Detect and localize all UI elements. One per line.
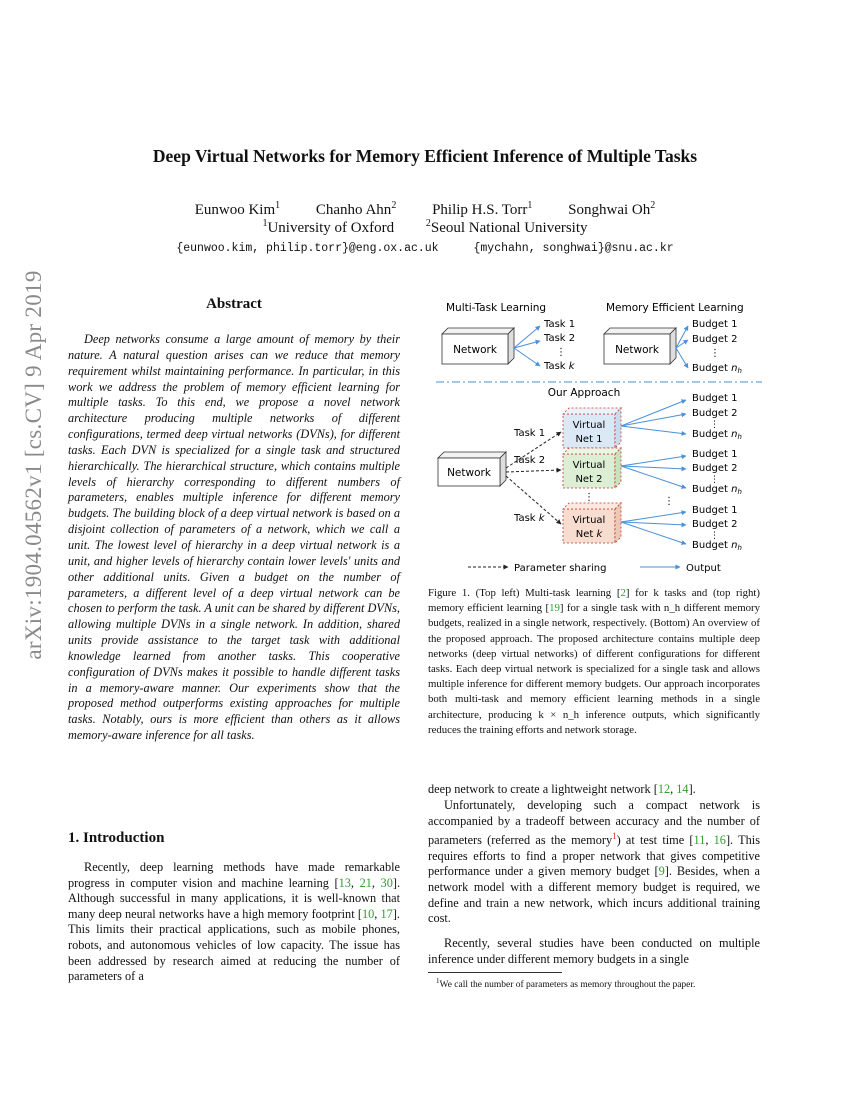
- task-label: Task 2: [544, 333, 576, 344]
- figure-1-svg: [428, 296, 768, 578]
- svg-text:Budget 2: Budget 2: [692, 408, 738, 419]
- svg-text:Net k: Net k: [575, 529, 603, 540]
- task-label: Task 2: [514, 455, 546, 466]
- svg-text:⋮: ⋮: [710, 348, 720, 359]
- svg-text:⋮: ⋮: [556, 347, 566, 358]
- body-paragraph: Unfortunately, developing such a compact network is accompanied by a tradeoff between accuracy and the number of parameters (referred as the memory$^1$) at test time [11, 16]. This requires efforts to find a proper network that gives competitive performance under a given memory budget [9]. Besides, when a network model with a different memory budget is required, we define and train a new network, which incurs additional training cost.: [428, 798, 760, 926]
- citation-link[interactable]: 11: [693, 833, 706, 848]
- svg-text:Virtual: Virtual: [572, 515, 606, 526]
- svg-text:Output: Output: [686, 563, 721, 574]
- fig-title-memory-efficient: Memory Efficient Learning: [606, 302, 744, 314]
- svg-text:Budget 2: Budget 2: [692, 463, 738, 474]
- svg-text:⋮: ⋮: [664, 496, 674, 507]
- section-heading-introduction: 1. Introduction: [68, 830, 165, 846]
- svg-text:Virtual: Virtual: [572, 460, 606, 471]
- svg-text:Budget nh: Budget $n_h$: [692, 540, 742, 552]
- svg-text:Network: Network: [453, 344, 497, 356]
- footnote-rule: [428, 972, 562, 973]
- svg-text:Budget 2: Budget 2: [692, 519, 738, 530]
- network-box-multitask: [442, 328, 514, 364]
- network-box-ours: [438, 452, 506, 486]
- citation-link[interactable]: 2: [620, 587, 626, 599]
- task-label: Task 1: [544, 319, 576, 330]
- affiliation: $^2$Seoul National University: [425, 218, 588, 236]
- task-label: Task 1: [514, 428, 546, 439]
- citation-link[interactable]: 19: [549, 602, 560, 615]
- author: Chanho Ahn$^2$: [315, 200, 397, 218]
- svg-text:Virtual: Virtual: [572, 420, 606, 431]
- outputs-net-1: [621, 393, 742, 441]
- virtual-net-2: [563, 448, 621, 488]
- citation-link[interactable]: 13: [338, 875, 351, 890]
- fig-title-multitask: Multi-Task Learning: [446, 302, 547, 314]
- outputs-net-k: [621, 505, 742, 552]
- our-approach-label: Our Approach: [547, 387, 621, 399]
- citation-link[interactable]: 12: [657, 782, 671, 796]
- citation-link[interactable]: 16: [713, 833, 726, 848]
- arxiv-sidebar-stamp: [8, 270, 60, 660]
- svg-text:Parameter sharing: Parameter sharing: [514, 563, 607, 574]
- author: Philip H.S. Torr$^1$: [432, 200, 533, 218]
- svg-text:Budget 1: Budget 1: [692, 449, 738, 460]
- author: Songhwai Oh$^2$: [568, 200, 656, 218]
- figure-1-diagram: [428, 296, 768, 578]
- svg-text:Budget 1: Budget 1: [692, 393, 738, 404]
- footnote: $^1$We call the number of parameters as memory throughout the paper.: [436, 977, 696, 991]
- author-list: [0, 200, 850, 219]
- citation-link[interactable]: 17: [380, 906, 393, 921]
- citation-link[interactable]: 14: [676, 782, 689, 796]
- author: Eunwoo Kim$^1$: [194, 200, 281, 218]
- citation-link[interactable]: 30: [380, 875, 393, 890]
- figure-1-caption: Figure 1. (Top left) Multi-task learning [2] for k tasks and (top right) memory efficient learning [19] for a single task with n_h different memory budgets, realized in a single network, respectively. (Bottom) An overview of the proposed approach. The proposed architecture contains multiple deep networks (deep virtual networks) of different configurations for different tasks. Each deep virtual network is specialized for a single task and allows multiple inference for different memory budgets. Our approach incorporates both multi-task and memory efficient learning methods in a single architecture, producing k × n_h inference outputs, which significantly reduces the training efforts and network storage.: [428, 587, 760, 736]
- svg-text:Budget 1: Budget 1: [692, 505, 738, 516]
- network-box-memory: [604, 328, 676, 364]
- paper-title: Deep Virtual Networks for Memory Efficient Inference of Multiple Tasks: [152, 146, 698, 166]
- svg-text:Network: Network: [447, 467, 491, 479]
- citation-link[interactable]: 10: [361, 906, 375, 921]
- body-paragraph: deep network to create a lightweight network [12, 14].: [428, 782, 696, 796]
- svg-text:Budget nh: Budget $n_h$: [692, 429, 742, 441]
- abstract-text: Deep networks consume a large amount of memory by their nature. A natural question arises can we reduce that memory requirement whilst maintaining performance. In particular, in this work we address the problem of memory efficient learning for multiple tasks. To this end, we propose a novel network architecture producing multiple networks of different configurations, termed deep virtual networks (DVNs), for different tasks. Each DVN is specialized for a single task and structured hierarchically. The hierarchical structure, which contains multiple levels of hierarchy corresponding to different numbers of parameters, enables multiple inference for different memory budgets. The building block of a deep virtual network is based on a disjoint collection of parameters of a network, which we call a unit. The lowest level of hierarchy in a deep virtual network is a unit, and higher levels of hierarchy contain lower levels' units and other additional units. Given a budget on the number of parameters, a different level of a deep virtual network can be chosen to perform the task. A unit can be shared by different DVNs, allowing multiple DVNs in a single network. In addition, shared units provide assistance to the target task with additional knowledge learned from another tasks. This cooperative configuration of DVNs makes it possible to handle different tasks in a memory-aware manner. Our experiments show that the proposed method outperforms existing approaches for multiple tasks. Notably, ours is more efficient than others as it allows memory-aware inference for all tasks.: [68, 332, 400, 743]
- task-label: Task k: [514, 513, 545, 524]
- task-label: Task k: [544, 361, 575, 372]
- affiliation-list: [0, 218, 850, 237]
- svg-text:⋮: ⋮: [710, 531, 719, 541]
- svg-text:⋮: ⋮: [584, 492, 594, 503]
- figure-legend: [468, 563, 721, 574]
- arxiv-id-text: arXiv:1904.04562v1 [cs.CV] 9 Apr 2019: [21, 270, 46, 660]
- intro-paragraph: Recently, deep learning methods have made remarkable progress in computer vision and machine learning [13, 21, 30]. Although successful in many applications, it is well-known that many deep neural networks have a high memory footprint [10, 17]. This limits their practical applications, such as mobile phones, robots, and autonomous vehicles of low capacity. The issue has been addressed by research aimed at reducing the number of parameters of a: [68, 860, 401, 984]
- body-paragraph: Recently, several studies have been conducted on multiple inference under different memory budgets in a single: [428, 936, 760, 966]
- budget-label: Budget 2: [692, 334, 738, 345]
- citation-link[interactable]: 9: [658, 864, 665, 879]
- svg-text:Net 2: Net 2: [575, 474, 603, 485]
- svg-text:Budget nh: Budget $n_h$: [692, 484, 742, 496]
- email-list: [0, 242, 850, 255]
- email: {mychahn, songhwai}@snu.ac.kr: [473, 242, 674, 255]
- outputs-net-2: [621, 449, 742, 496]
- budget-label: Budget 1: [692, 319, 738, 330]
- email: {eunwoo.kim, philip.torr}@eng.ox.ac.uk: [176, 242, 439, 255]
- svg-text:Net 1: Net 1: [575, 434, 603, 445]
- citation-link[interactable]: 21: [359, 875, 372, 890]
- svg-text:⋮: ⋮: [710, 475, 719, 485]
- svg-text:⋮: ⋮: [710, 420, 719, 430]
- virtual-net-k: [563, 503, 621, 543]
- footnote-ref[interactable]: 1: [612, 831, 617, 842]
- affiliation: $^1$University of Oxford: [262, 218, 395, 236]
- svg-text:Network: Network: [615, 344, 659, 356]
- virtual-net-1: [563, 408, 621, 448]
- budget-label: Budget $n_h$: [692, 363, 742, 375]
- abstract-heading: Abstract: [206, 296, 262, 312]
